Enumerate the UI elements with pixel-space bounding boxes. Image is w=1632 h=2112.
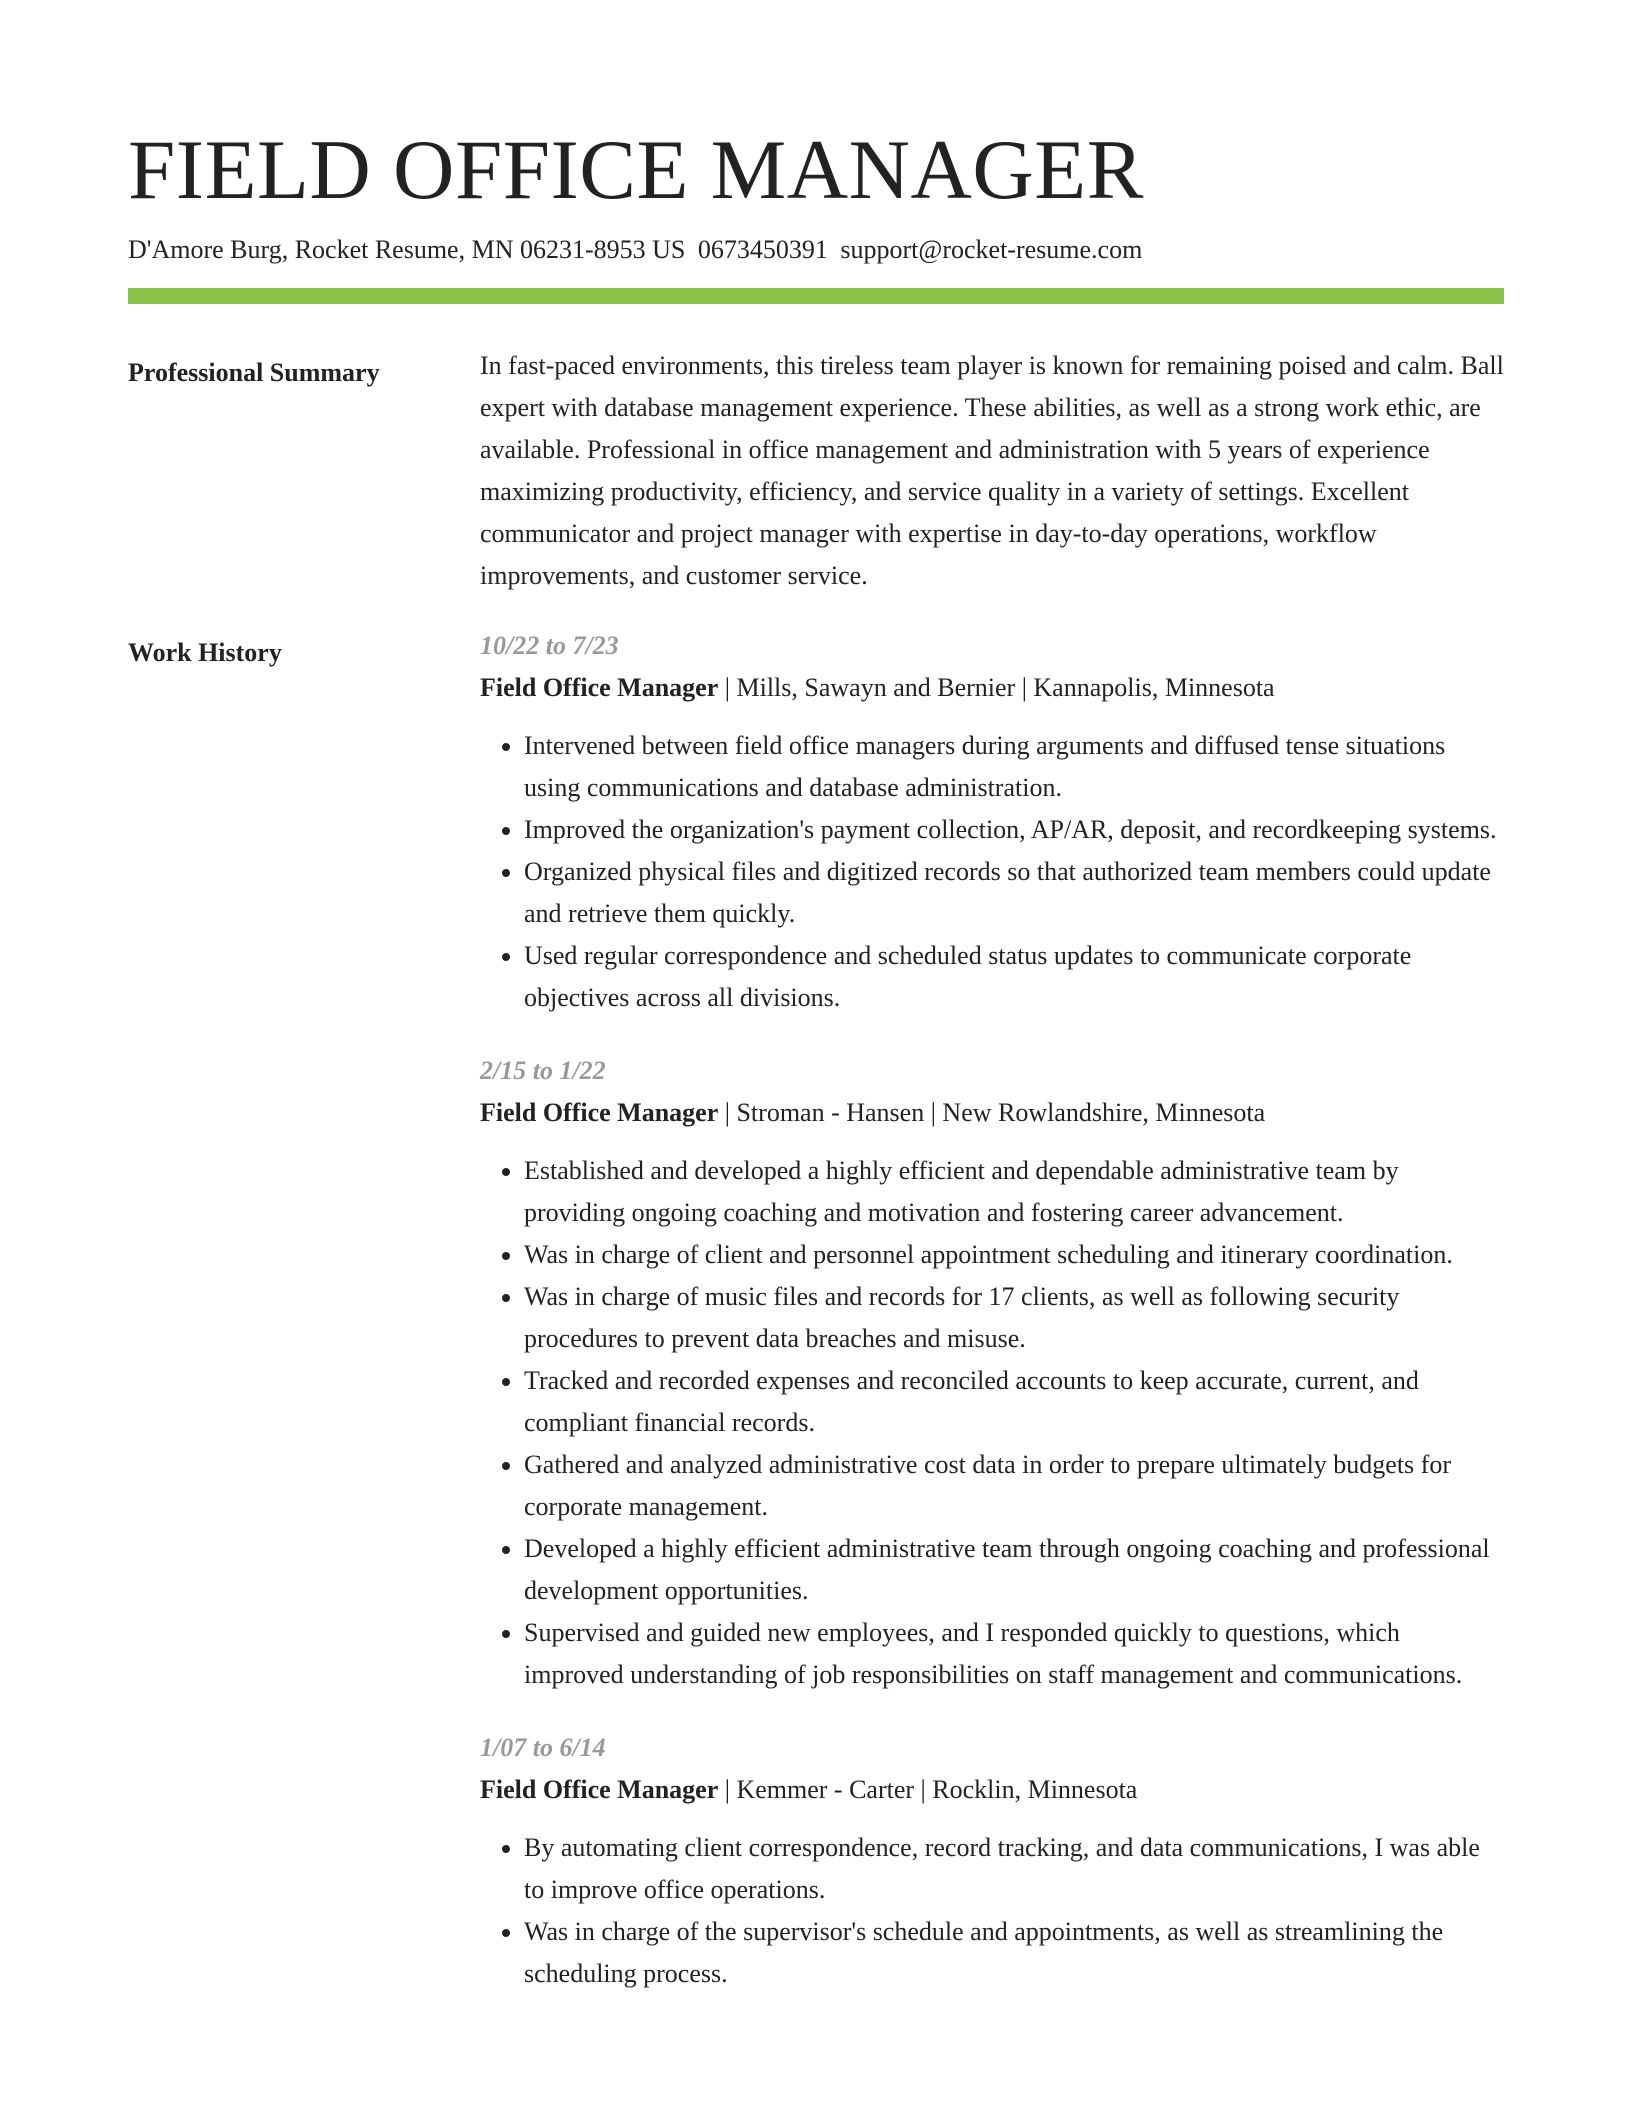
contact-email[interactable]: support@rocket-resume.com: [840, 235, 1143, 264]
job-title: Field Office Manager: [480, 1098, 719, 1127]
contact-address: D'Amore Burg, Rocket Resume, MN 06231-8953 US: [128, 235, 686, 264]
list-item: • Established and developed a highly efficient and dependable administrative team by providing ongoing coaching and motivation and fostering career advancement.: [524, 1150, 1504, 1234]
job-bullets: [480, 1150, 1504, 1696]
header-divider: [128, 288, 1504, 304]
job-dates: 1/07 to 6/14: [480, 1733, 606, 1762]
job-heading: [480, 1092, 1504, 1134]
job-entry: [480, 1050, 1504, 1696]
list-item: • Improved the organization's payment collection, AP/AR, deposit, and recordkeeping systems.: [524, 809, 1504, 851]
section-body: [480, 352, 1504, 597]
job-details: | Kemmer - Carter | Rocklin, Minnesota: [718, 1775, 1138, 1804]
list-item: • Was in charge of the supervisor's schedule and appointments, as well as streamlining the scheduling process.: [524, 1911, 1504, 1995]
list-item: • Organized physical files and digitized records so that authorized team members could update and retrieve them quickly.: [524, 851, 1504, 935]
summary-section: [128, 352, 1504, 597]
resume-name: FIELD OFFICE MANAGER: [128, 123, 1144, 217]
job-dates: 10/22 to 7/23: [480, 631, 619, 660]
contact-phone: 0673450391: [697, 235, 828, 264]
list-item: • Intervened between field office managers during arguments and diffused tense situations using communications and database administration.: [524, 725, 1504, 809]
section-title: Work History: [128, 638, 282, 667]
job-title: Field Office Manager: [480, 1775, 719, 1804]
list-item: • Was in charge of client and personnel appointment scheduling and itinerary coordination.: [524, 1234, 1504, 1276]
contact-line: [128, 232, 1504, 268]
job-entry: [480, 625, 1504, 1019]
job-entry: [480, 1727, 1504, 1995]
job-heading: [480, 667, 1504, 709]
job-details: | Stroman - Hansen | New Rowlandshire, Minnesota: [718, 1098, 1266, 1127]
job-bullets: [480, 725, 1504, 1019]
resume-page: [128, 118, 1504, 1995]
job-bullets: [480, 1827, 1504, 1995]
job-dates: 2/15 to 1/22: [480, 1056, 606, 1085]
list-item: • Developed a highly efficient administrative team through ongoing coaching and professional development opportunities.: [524, 1528, 1504, 1612]
list-item: • Gathered and analyzed administrative cost data in order to prepare ultimately budgets for corporate management.: [524, 1444, 1504, 1528]
list-item: • Was in charge of music files and records for 17 clients, as well as following security procedures to prevent data breaches and misuse.: [524, 1276, 1504, 1360]
list-item: • Tracked and recorded expenses and reconciled accounts to keep accurate, current, and compliant financial records.: [524, 1360, 1504, 1444]
section-title: Professional Summary: [128, 358, 380, 387]
list-item: • Used regular correspondence and scheduled status updates to communicate corporate objectives across all divisions.: [524, 935, 1504, 1019]
job-heading: [480, 1769, 1504, 1811]
list-item: • By automating client correspondence, record tracking, and data communications, I was able to improve office operations.: [524, 1827, 1504, 1911]
work-history-section: [128, 632, 1504, 1995]
list-item: • Supervised and guided new employees, and I responded quickly to questions, which improved understanding of job responsibilities on staff management and communications.: [524, 1612, 1504, 1696]
job-title: Field Office Manager: [480, 673, 719, 702]
section-body: [480, 632, 1504, 1995]
summary-text: In fast-paced environments, this tireless team player is known for remaining poised and calm. Ball expert with database management experience. These abilities, as well as a strong work ethic, are available. Professional in office management and administration with 5 years of experience maximizing productivity, efficiency, and service quality in a variety of settings. Excellent communicator and project manager with expertise in day-to-day operations, workflow improvements, and customer service.: [480, 351, 1504, 590]
job-details: | Mills, Sawayn and Bernier | Kannapolis, Minnesota: [718, 673, 1275, 702]
